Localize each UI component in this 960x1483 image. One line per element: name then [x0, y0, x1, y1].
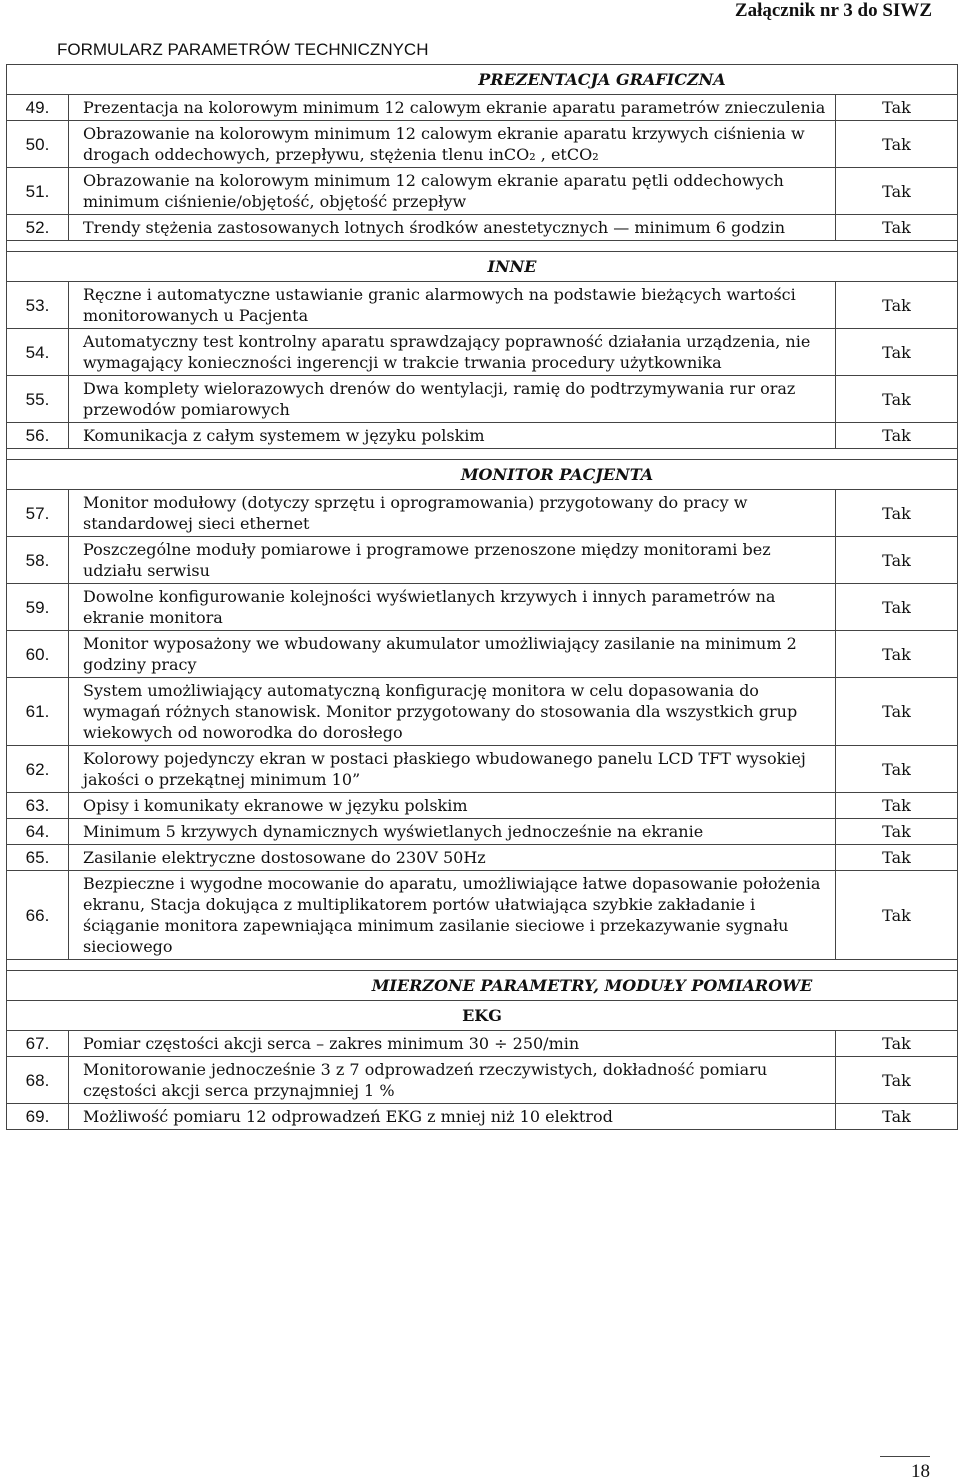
row-number: 54.	[7, 329, 69, 376]
row-number: 58.	[7, 537, 69, 584]
row-description: Prezentacja na kolorowym minimum 12 calowym ekranie aparatu parametrów znieczulenia	[69, 95, 836, 121]
table-row	[7, 376, 958, 423]
row-value: Tak	[836, 215, 958, 241]
table-row	[7, 215, 958, 241]
row-description: Zasilanie elektryczne dostosowane do 230V 50Hz	[69, 845, 836, 871]
row-description: Opisy i komunikaty ekranowe w języku polskim	[69, 793, 836, 819]
row-value: Tak	[836, 871, 958, 960]
section-title: INNE	[7, 252, 958, 282]
row-value: Tak	[836, 584, 958, 631]
table-row	[7, 282, 958, 329]
row-value: Tak	[836, 678, 958, 746]
table-row	[7, 631, 958, 678]
table-row	[7, 1057, 958, 1104]
row-value: Tak	[836, 631, 958, 678]
row-description: Monitor wyposażony we wbudowany akumulator umożliwiający zasilanie na minimum 2 godziny pracy	[69, 631, 836, 678]
row-number: 69.	[7, 1104, 69, 1130]
row-value: Tak	[836, 423, 958, 449]
section-title: MIERZONE PARAMETRY, MODUŁY POMIAROWE	[7, 971, 958, 1001]
table-row	[7, 329, 958, 376]
row-number: 55.	[7, 376, 69, 423]
table-row	[7, 871, 958, 960]
row-number: 67.	[7, 1031, 69, 1057]
row-value: Tak	[836, 1057, 958, 1104]
row-description: Kolorowy pojedynczy ekran w postaci płaskiego wbudowanego panelu LCD TFT wysokiej jakości o przekątnej minimum 10”	[69, 746, 836, 793]
row-number: 62.	[7, 746, 69, 793]
table-row	[7, 584, 958, 631]
table-row	[7, 95, 958, 121]
parameters-table	[6, 64, 958, 1130]
table-row	[7, 1104, 958, 1130]
section-title: PREZENTACJA GRAFICZNA	[7, 65, 958, 95]
row-number: 66.	[7, 871, 69, 960]
table-row	[7, 168, 958, 215]
row-number: 56.	[7, 423, 69, 449]
row-description: Pomiar częstości akcji serca – zakres minimum 30 ÷ 250/min	[69, 1031, 836, 1057]
row-value: Tak	[836, 121, 958, 168]
row-number: 53.	[7, 282, 69, 329]
table-row	[7, 793, 958, 819]
table-row	[7, 819, 958, 845]
annex-label: Załącznik nr 3 do SIWZ	[734, 0, 932, 21]
table-row	[7, 845, 958, 871]
row-value: Tak	[836, 537, 958, 584]
row-value: Tak	[836, 95, 958, 121]
row-number: 57.	[7, 490, 69, 537]
row-description: Ręczne i automatyczne ustawianie granic alarmowych na podstawie bieżących wartości monitorowanych u Pacjenta	[69, 282, 836, 329]
row-number: 65.	[7, 845, 69, 871]
row-description: Możliwość pomiaru 12 odprowadzeń EKG z mniej niż 10 elektrod	[69, 1104, 836, 1130]
section-gap	[7, 449, 958, 460]
table-row	[7, 746, 958, 793]
row-value: Tak	[836, 168, 958, 215]
row-value: Tak	[836, 490, 958, 537]
row-value: Tak	[836, 282, 958, 329]
table-row	[7, 1031, 958, 1057]
table-row	[7, 678, 958, 746]
row-description: Dwa komplety wielorazowych drenów do wentylacji, ramię do podtrzymywania rur oraz przewodów pomiarowych	[69, 376, 836, 423]
section-gap	[7, 241, 958, 252]
row-number: 63.	[7, 793, 69, 819]
row-value: Tak	[836, 376, 958, 423]
row-number: 51.	[7, 168, 69, 215]
row-number: 52.	[7, 215, 69, 241]
row-number: 60.	[7, 631, 69, 678]
section-gap	[7, 960, 958, 971]
row-value: Tak	[836, 1104, 958, 1130]
row-description: Trendy stężenia zastosowanych lotnych środków anestetycznych — minimum 6 godzin	[69, 215, 836, 241]
row-number: 50.	[7, 121, 69, 168]
row-description: Minimum 5 krzywych dynamicznych wyświetlanych jednocześnie na ekranie	[69, 819, 836, 845]
page-number: 18	[880, 1456, 930, 1483]
row-value: Tak	[836, 845, 958, 871]
section-subtitle: EKG	[7, 1001, 958, 1031]
row-value: Tak	[836, 1031, 958, 1057]
row-value: Tak	[836, 746, 958, 793]
row-description: Monitor modułowy (dotyczy sprzętu i oprogramowania) przygotowany do pracy w standardowej sieci ethernet	[69, 490, 836, 537]
table-row	[7, 423, 958, 449]
row-value: Tak	[836, 793, 958, 819]
form-title: FORMULARZ PARAMETRÓW TECHNICZNYCH	[57, 40, 429, 59]
row-description: Poszczególne moduły pomiarowe i programowe przenoszone między monitorami bez udziału serwisu	[69, 537, 836, 584]
table-row	[7, 490, 958, 537]
row-number: 61.	[7, 678, 69, 746]
row-value: Tak	[836, 329, 958, 376]
row-description: Komunikacja z całym systemem w języku polskim	[69, 423, 836, 449]
section-title: MONITOR PACJENTA	[7, 460, 958, 490]
row-description: Obrazowanie na kolorowym minimum 12 calowym ekranie aparatu pętli oddechowych minimum ciśnienie/objętość, objętość przepływ	[69, 168, 836, 215]
row-description: System umożliwiający automatyczną konfigurację monitora w celu dopasowania do wymagań różnych stanowisk. Monitor przygotowany do stosowania dla wszystkich grup wiekowych od noworodka do dorosłego	[69, 678, 836, 746]
row-description: Dowolne konfigurowanie kolejności wyświetlanych krzywych i innych parametrów na ekranie monitora	[69, 584, 836, 631]
row-value: Tak	[836, 819, 958, 845]
table-row	[7, 121, 958, 168]
row-number: 49.	[7, 95, 69, 121]
row-description: Monitorowanie jednocześnie 3 z 7 odprowadzeń rzeczywistych, dokładność pomiaru częstości akcji serca przynajmniej 1 %	[69, 1057, 836, 1104]
row-number: 64.	[7, 819, 69, 845]
row-number: 68.	[7, 1057, 69, 1104]
row-description: Obrazowanie na kolorowym minimum 12 calowym ekranie aparatu krzywych ciśnienia w drogach oddechowych, przepływu, stężenia tlenu inCO₂ , etCO₂	[69, 121, 836, 168]
row-description: Automatyczny test kontrolny aparatu sprawdzający poprawność działania urządzenia, nie wymagający konieczności ingerencji w trakcie trwania procedury użytkownika	[69, 329, 836, 376]
table-row	[7, 537, 958, 584]
row-number: 59.	[7, 584, 69, 631]
row-description: Bezpieczne i wygodne mocowanie do aparatu, umożliwiające łatwe dopasowanie położenia ekranu, Stacja dokująca z multiplikatorem portów ułatwiająca szybkie zakładanie i ściąganie monitora zapewniająca minimum zasilanie sieciowe i przekazywanie sygnału sieciowego	[69, 871, 836, 960]
